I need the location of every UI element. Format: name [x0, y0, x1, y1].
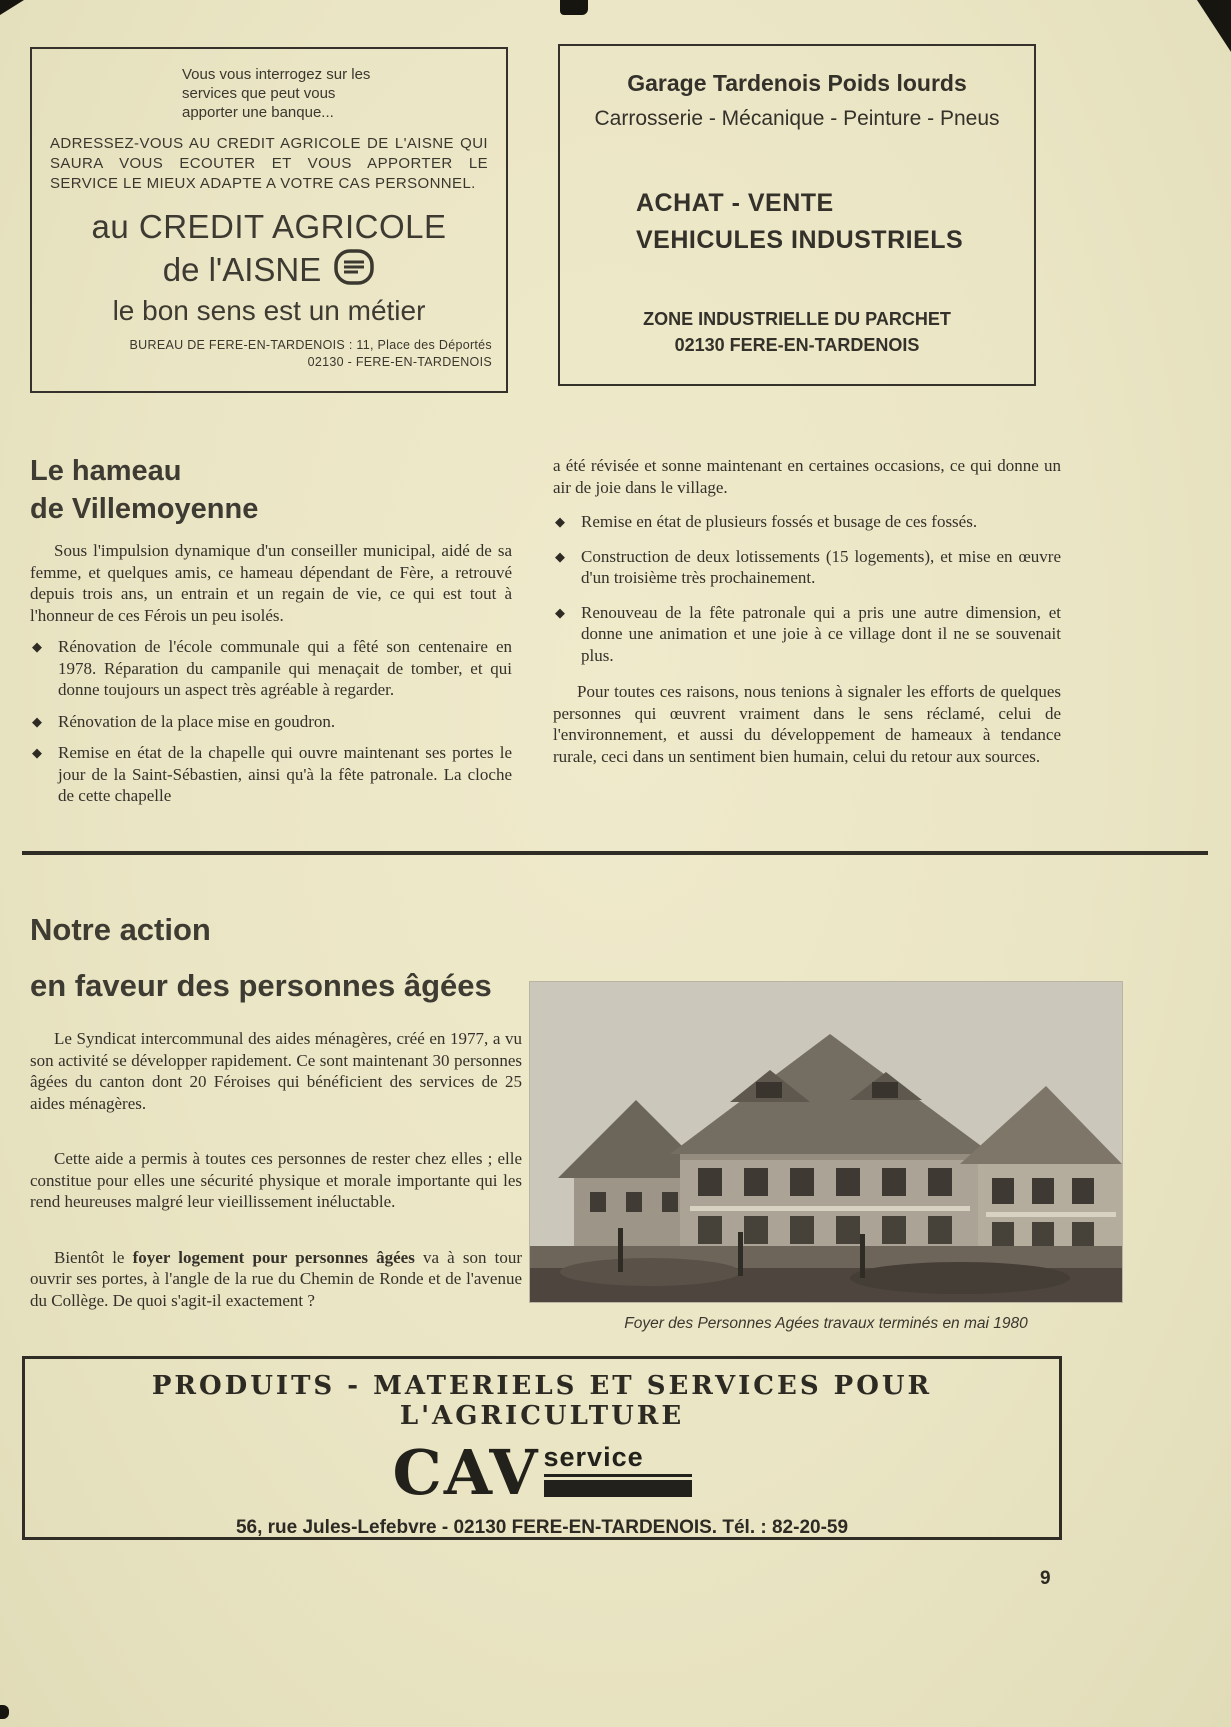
ad-line-achat-vente: ACHAT - VENTE [636, 189, 834, 217]
list-item [30, 711, 512, 733]
paragraph: Pour toutes ces raisons, nous tenions à signaler les efforts de quelques personnes qui œuvrent vraiment dans le sens réclamé, celui de l'environnement, et aussi du développement de hameaux à tendance rurale, ceci dans un sentiment bien humain, celui du retour aux sources. [553, 682, 1061, 766]
ad-body-text: ADRESSEZ-VOUS AU CREDIT AGRICOLE DE L'AISNE QUI SAURA VOUS ECOUTER ET VOUS APPORTER LE SERVICE LE MIEUX ADAPTE A VOTRE CAS PERSONNEL. [50, 135, 488, 192]
paragraph: Cette aide a permis à toutes ces personnes de rester chez elles ; elle constitue pour elles une sécurité physique et morale importante qui les rend heureuses malgré leur vieillissement inéluctable. [30, 1149, 522, 1211]
list-item-text: Rénovation de l'école communale qui a fêté son centenaire en 1978. Réparation du campanile qui menaçait de tomber, et qui donne toujours un aspect très agréable à regarder. [58, 637, 512, 699]
article2-title-line1: Notre action [30, 912, 211, 947]
paragraph [30, 1247, 522, 1312]
diamond-bullet-icon: ◆ [32, 745, 42, 760]
page-number: 9 [1040, 1568, 1051, 1589]
ad-title: PRODUITS - MATERIELS ET SERVICES POUR L'AGRICULTURE [151, 1371, 933, 1431]
cav-logo-text: CAV [392, 1436, 540, 1509]
diamond-bullet-icon: ◆ [32, 713, 42, 729]
article1-right-column [553, 455, 1061, 767]
diamond-bullet-icon: ◆ [32, 639, 42, 654]
photo-caption: Foyer des Personnes Agées travaux terminés en mai 1980 [624, 1315, 1028, 1332]
cav-logo-bar [544, 1480, 692, 1497]
paragraph: a été révisée et sonne maintenant en certaines occasions, ce qui donne un air de joie dans le village. [553, 456, 1061, 497]
list-item-text: Remise en état de plusieurs fossés et busage de ces fossés. [581, 512, 978, 531]
ad-address-line1: ZONE INDUSTRIELLE DU PARCHET [643, 309, 951, 329]
article1-left-column [30, 540, 512, 807]
garage-tardenois-ad [558, 44, 1036, 386]
ad-line-vehicules: VEHICULES INDUSTRIELS [636, 226, 964, 254]
cav-logo [25, 1436, 1059, 1509]
article2-title-line2: en faveur des personnes âgées [30, 968, 492, 1003]
credit-agricole-ad [30, 47, 508, 393]
ad-address: 56, rue Jules-Lefebvre - 02130 FERE-EN-TARDENOIS. Tél. : 82-20-59 [235, 1517, 849, 1538]
diamond-bullet-icon: ◆ [555, 548, 565, 564]
foyer-photo [530, 982, 1122, 1302]
text-run: va à son tour ouvrir ses portes, à l'angle de la rue du Chemin de Ronde et de l'avenue du Collège. De quoi s'agit-il exactement ? [30, 1247, 523, 1310]
scan-artifact [0, 1705, 9, 1719]
ad-subtitle: Carrosserie - Mécanique - Peinture - Pneus [594, 107, 1000, 130]
ad-address-line1: BUREAU DE FERE-EN-TARDENOIS : 11, Place des Déportés [129, 338, 492, 352]
list-item [553, 511, 1061, 533]
ad-intro-text: Vous vous interrogez sur les services que peut vous apporter une banque... [182, 66, 371, 121]
cav-logo-service-text: service [544, 1442, 692, 1477]
scan-artifact [1191, 0, 1231, 52]
scan-artifact [0, 0, 24, 15]
text-run: Bientôt le [54, 1247, 133, 1267]
list-item [30, 636, 512, 701]
ad-brand-line2: de l'AISNE [162, 250, 322, 288]
cav-service-ad [22, 1356, 1062, 1540]
scan-artifact [560, 0, 588, 15]
list-item-text: Remise en état de la chapelle qui ouvre maintenant ses portes le jour de la Saint-Sébastien, ainsi qu'à la fête patronale. La cloche de cette chapelle [58, 743, 512, 805]
list-item [553, 602, 1061, 667]
list-item-text: Rénovation de la place mise en goudron. [58, 711, 336, 731]
ad-slogan: le bon sens est un métier [112, 295, 426, 326]
article1-title-line1: Le hameau [30, 455, 182, 487]
list-item-text: Renouveau de la fête patronale qui a pris une autre dimension, et donne une animation et une joie à ce village dont il ne se souvenait plus. [581, 602, 1061, 665]
text-run-bold: foyer logement pour personnes âgées [132, 1247, 415, 1267]
paragraph: Le Syndicat intercommunal des aides ménagères, créé en 1977, a vu son activité se développer rapidement. Ce sont maintenant 30 personnes âgées du canton dont 20 Féroises qui bénéficient des services de 25 aides ménagères. [30, 1029, 522, 1113]
list-item-text: Construction de deux lotissements (15 logements), et mise en œuvre d'un troisième très prochainement. [581, 546, 1061, 587]
paragraph: Sous l'impulsion dynamique d'un conseiller municipal, aidé de sa femme, et quelques amis, ce hameau dépendant de Fère, a retrouvé depuis trois ans, un entrain et un regain de vie, ce qui est tout à l'honneur de ces Férois un peu isolés. [30, 541, 512, 625]
ad-address-line2: 02130 FERE-EN-TARDENOIS [674, 335, 920, 355]
diamond-bullet-icon: ◆ [555, 514, 565, 529]
diamond-bullet-icon: ◆ [555, 604, 565, 620]
credit-agricole-logo-icon [333, 248, 375, 291]
ad-brand-line1: au CREDIT AGRICOLE [91, 208, 447, 245]
ad-title: Garage Tardenois Poids lourds [627, 70, 967, 96]
ad-address-line2: 02130 - FERE-EN-TARDENOIS [307, 355, 492, 369]
list-item [553, 546, 1061, 589]
article2-left-column [30, 1028, 522, 1311]
article1-title-line2: de Villemoyenne [30, 493, 259, 525]
list-item [30, 742, 512, 807]
section-divider [22, 851, 1208, 855]
